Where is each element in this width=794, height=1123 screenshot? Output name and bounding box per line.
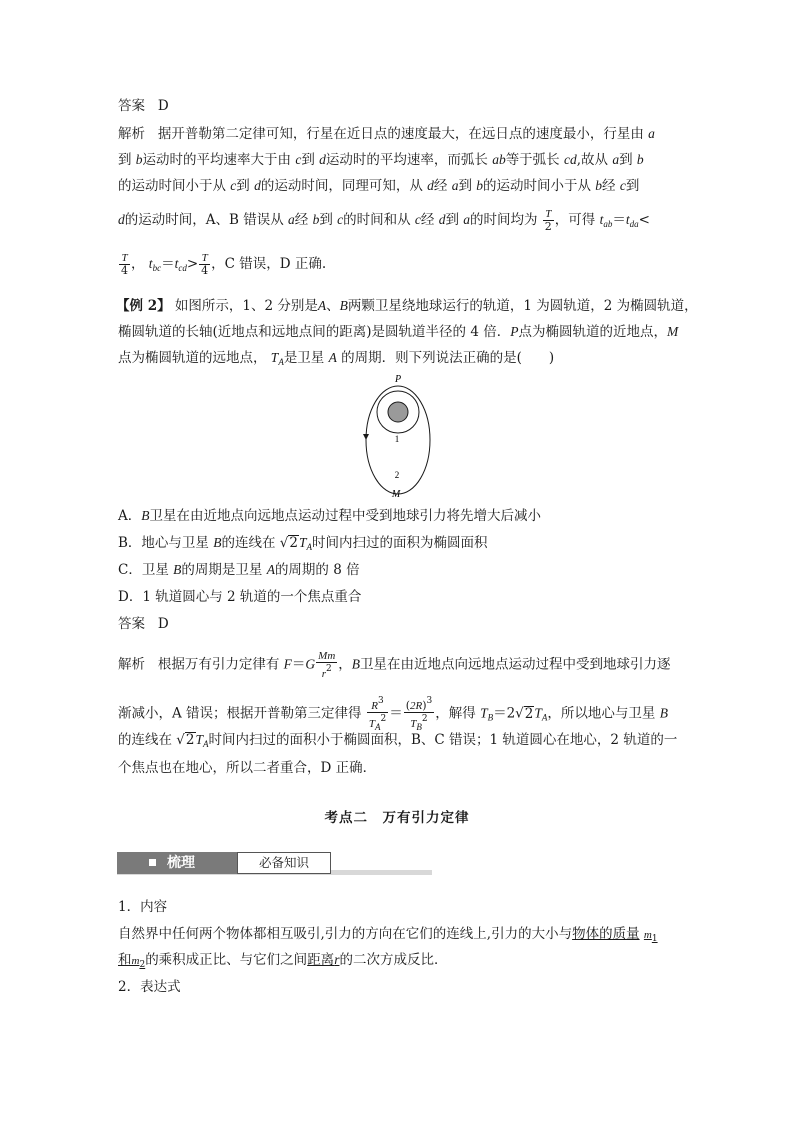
fraction-t-over-2: $\frac{T}{2}$ xyxy=(544,208,552,233)
analysis-1-line-1: 解析 据开普勒第二定律可知，行星在近日点的速度最大，在远日点的速度最小，行星由 a xyxy=(118,126,655,142)
analysis-2-line-1: 解析 根据万有引力定律有 F＝G $\frac{Mm}{r^2}$ ，B卫星在由近地点向远地点运动过程中受到地球引力逐 xyxy=(118,650,671,680)
fraction-t-over-4: $\frac{T}{4}$ xyxy=(121,252,128,277)
banner-box: 必备知识 xyxy=(237,852,331,874)
underlined-text: 距离 xyxy=(307,952,335,968)
section-title: 考点二 万有引力定律 xyxy=(324,810,470,826)
answer-line-1 xyxy=(118,96,169,116)
content-paragraph-line-2: 和$m_2$的乘积成正比、与它们之间距离r的二次方成反比． xyxy=(118,952,448,970)
orbit-figure xyxy=(350,370,446,500)
analysis-text: 时间内扫过的面积小于椭圆面积，B、C 错误；1 轨道圆心在地心，2 轨道的一 xyxy=(208,732,678,748)
example-text: 的周期．则下列说法正确的是( ) xyxy=(341,350,555,366)
content-paragraph-line-1: 自然界中任何两个物体都相互吸引,引力的方向在它们的连线上,引力的大小与物体的质量 $m_1$ xyxy=(118,926,658,944)
analysis-text: 的时间和从 xyxy=(343,212,411,228)
point-p-label: P xyxy=(394,374,402,385)
example-2-line-3: 点为椭圆轨道的远地点， $T_A$是卫星 A 的周期．则下列说法正确的是( ) xyxy=(118,350,555,367)
banner-dark-block xyxy=(117,852,237,874)
analysis-text: ，可得 xyxy=(554,212,596,228)
option-c: C．卫星 B的周期是卫星 A的周期的 8 倍 xyxy=(118,562,360,578)
analysis-label: 解析 xyxy=(118,126,145,142)
content-text: 的二次方成反比． xyxy=(339,952,448,968)
orbit-arrow-icon xyxy=(363,434,369,440)
point-m-label: M xyxy=(391,489,401,500)
analysis-1-line-4: d的运动时间，A、B 错误从 a经 b到 c的时间和从 c经 d到 a的时间均为 $\frac{T}{2}$ ，可得 $t_{ab}=t_{da}<$ xyxy=(118,208,650,233)
example-text: 是卫星 xyxy=(283,350,325,366)
option-text: 卫星 xyxy=(141,562,169,578)
option-text: 的周期是卫星 xyxy=(181,562,263,578)
analysis-2-line-2: 渐减小，A 错误；根据开普勒第三定律得 $\frac{R^3}{T_A^2}$ ＝ $\frac{(2R)^3}{T_B^2}$ ，解得 $T_B=2√2T_A$，所以地心与卫星 B xyxy=(118,696,668,732)
analysis-text: 的运动时间，A、B 错误从 xyxy=(124,212,284,228)
answer-line-2 xyxy=(118,614,169,634)
content-text: 自然界中任何两个物体都相互吸引,引力的方向在它们的连线上,引力的大小与 xyxy=(118,926,573,942)
kepler-fraction-right: $\frac{(2R)^3}{T_B^2}$ xyxy=(405,696,433,732)
square-bullet-icon xyxy=(149,859,156,866)
underlined-text: 和 xyxy=(118,952,132,968)
example-text: 椭圆轨道的长轴(近地点和远地点间的距离)是圆轨道半径的 4 倍 xyxy=(118,324,497,340)
answer-label: 答案 xyxy=(118,616,145,632)
analysis-text: 等于弧长 xyxy=(505,152,560,168)
analysis-text: 到 xyxy=(619,152,633,168)
example-tag: 【例 2】 xyxy=(116,298,171,314)
option-letter: D． xyxy=(118,589,143,605)
analysis-2-line-3: 的连线在 $√2T_A$时间内扫过的面积小于椭圆面积，B、C 错误；1 轨道圆心在地心，2 轨道的一 xyxy=(118,732,678,749)
content-text: 的乘积成正比、与它们之间 xyxy=(145,952,308,968)
option-text: 1 轨道圆心与 2 轨道的一个焦点重合 xyxy=(142,589,362,605)
analysis-1-line-2: 到 b运动时的平均速率大于由 c到 d运动时的平均速率，而弧长 ab等于弧长 cd,故从 a到 b xyxy=(118,152,644,168)
content-heading-1: 1．内容 xyxy=(118,899,168,915)
analysis-text: 的运动时间，同理可知，从 xyxy=(260,178,423,194)
analysis-text: 故从 xyxy=(581,152,609,168)
analysis-text: 根据万有引力定律有 xyxy=(157,656,280,673)
analysis-text: 的运动时间小于从 xyxy=(118,178,226,194)
example-text: 点为椭圆轨道的近地点， xyxy=(518,324,667,340)
option-text: 时间内扫过的面积为椭圆面积 xyxy=(311,535,488,551)
option-b: B．地心与卫星 B的连线在 $√2T_A$时间内扫过的面积为椭圆面积 xyxy=(118,535,488,552)
example-text: 点为椭圆轨道的远地点， xyxy=(118,350,267,366)
gravity-fraction: $\frac{Mm}{r^2}$ xyxy=(318,650,336,680)
option-text: 地心与卫星 xyxy=(141,535,209,551)
kepler-fraction-left: $\frac{R^3}{T_A^2}$ xyxy=(368,696,387,732)
fraction-t-over-4: $\frac{T}{4}$ xyxy=(201,252,209,277)
analysis-text: 经 xyxy=(433,178,448,194)
option-letter: C． xyxy=(118,562,142,578)
example-2-line-2: 椭圆轨道的长轴(近地点和远地点间的距离)是圆轨道半径的 4 倍．P点为椭圆轨道的近地点，M xyxy=(118,324,679,340)
option-d xyxy=(118,587,361,607)
analysis-text: 的连线在 xyxy=(118,732,172,748)
content-heading-2: 2．表达式 xyxy=(118,979,181,995)
section-banner xyxy=(117,852,432,876)
analysis-text: 卫星在由近地点向远地点运动过程中受到地球引力逐 xyxy=(360,656,671,673)
option-letter: A． xyxy=(118,508,142,524)
example-2-line-1: 【例 2】 如图所示，1、2 分别是A、B两颗卫星绕地球运行的轨道，1 为圆轨道，2 为椭圆轨道， xyxy=(116,298,698,314)
analysis-text: 的时间均为 xyxy=(470,212,538,228)
analysis-text: ，所以地心与卫星 xyxy=(547,705,656,722)
underlined-text: 物体的质量 xyxy=(572,926,640,942)
analysis-text: 运动时的平均速率，而弧长 xyxy=(325,152,488,168)
answer-value: D xyxy=(157,616,169,632)
analysis-1-line-5: $\frac{T}{4}$ ， $t_{bc}=t_{cd}>$ $\frac{T}{4}$ ，C 错误，D 正确. xyxy=(121,252,327,277)
banner-label: 梳理 xyxy=(167,855,195,871)
analysis-1-line-3: 的运动时间小于从 c到 d的运动时间，同理可知，从 d经 a到 b的运动时间小于从 b经 c到 xyxy=(118,178,640,194)
orbit-1-label: 1 xyxy=(394,434,400,444)
orbit-2-label: 2 xyxy=(394,470,400,480)
option-text: 卫星在由近地点向远地点运动过程中受到地球引力将先增大后减小 xyxy=(149,508,541,524)
analysis-text: 个焦点也在地心，所以二者重合，D 正确． xyxy=(118,760,377,776)
option-letter: B． xyxy=(118,535,142,551)
answer-value: D xyxy=(157,98,169,114)
example-text: 如图所示，1、2 分别是 xyxy=(174,298,318,314)
answer-label: 答案 xyxy=(118,98,145,114)
example-text: 两颗卫星绕地球运行的轨道，1 为圆轨道，2 为椭圆轨道， xyxy=(347,298,698,314)
analysis-text: 据开普勒第二定律可知，行星在近日点的速度最大，在远日点的速度最小，行星由 xyxy=(157,126,644,142)
analysis-label: 解析 xyxy=(118,656,145,673)
analysis-text: 渐减小，A 错误；根据开普勒第三定律得 xyxy=(118,705,362,722)
earth-icon xyxy=(388,402,408,422)
analysis-2-line-4 xyxy=(118,758,376,778)
option-text: 的周期的 8 倍 xyxy=(274,562,360,578)
analysis-text: 运动时的平均速率大于由 xyxy=(142,152,292,168)
option-a: A．B卫星在由近地点向远地点运动过程中受到地球引力将先增大后减小 xyxy=(118,508,541,524)
option-text: 的连线在 xyxy=(221,535,276,551)
analysis-text: ，C 错误，D 正确. xyxy=(211,256,327,272)
analysis-text: ，解得 xyxy=(435,705,476,722)
analysis-text: 的运动时间小于从 xyxy=(482,178,591,194)
analysis-text: ， xyxy=(338,656,352,673)
